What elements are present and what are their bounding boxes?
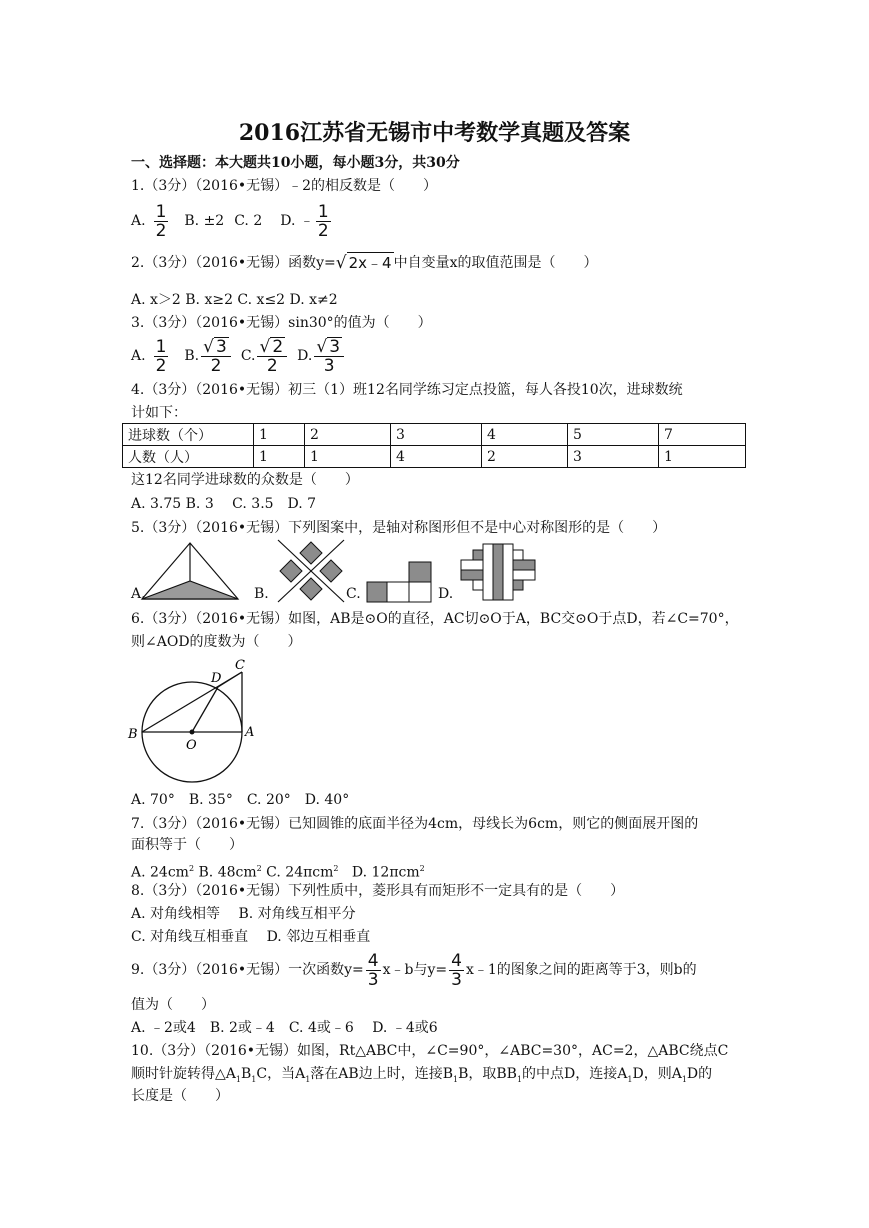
figure-d-cross-pattern: [457, 542, 541, 602]
figure-a-triangle: [140, 541, 240, 603]
question-7-stem-line1: 7.（3分）（2016•无锡）已知圆锥的底面半径为4cm，母线长为6cm，则它的侧面展开图的: [131, 816, 699, 832]
question-4-question: 这12名同学进球数的众数是（ ）: [131, 472, 359, 488]
option-a-fraction: $\frac{1}{2}$: [155, 201, 167, 241]
question-7-options: A. $24cm^2$ B. $48cm^2$ C. 24πcm$^2$ D. 12πcm$^2$: [131, 864, 425, 881]
question-8-options-line2: C. 对角线互相垂直 D. 邻边互相垂直: [131, 929, 371, 945]
radicand: 2x﹣4: [348, 254, 392, 272]
figure-b-diamonds: [274, 538, 348, 604]
circle-tangent-diagram: [126, 652, 266, 784]
option-b-fraction: $\frac{√ 3}{2}$: [201, 337, 231, 375]
point-o-label: O: [186, 738, 197, 753]
option-d-label: D. ﹣: [280, 213, 314, 229]
section-heading: 一、选择题：本大题共10小题，每小题3分，共30分: [131, 155, 460, 171]
option-b: B. ±2: [184, 213, 225, 229]
question-3-stem: 3.（3分）（2016•无锡）sin30°的值为（ ）: [131, 315, 432, 331]
question-4-stem-line2: 计如下：: [131, 405, 187, 421]
fraction-4-3: $\frac{4}{3}$: [367, 950, 379, 990]
data-table: [122, 423, 746, 468]
option-a-label: A.: [131, 586, 146, 602]
question-4-stem-line1: 4.（3分）（2016•无锡）初三（1）班12名同学练习定点投篮，每人各投10次，进球数统: [131, 382, 683, 398]
table-row: 进球数（个） 1 2 3 4 5 7: [123, 424, 746, 446]
question-9-stem-line2: 值为（ ）: [131, 997, 215, 1013]
question-10-line3: 长度是（ ）: [131, 1088, 229, 1104]
question-9-stem: 9.（3分）（2016•无锡）一次函数y= $\frac{4}{3}$ x﹣b与y= $\frac{4}{3}$ x﹣1的图象之间的距离等于3，则b的: [131, 950, 697, 990]
option-a-label: A.: [131, 213, 146, 229]
question-6-options: A. 70° B. 35° C. 20° D. 40°: [131, 792, 350, 808]
question-1-options: [131, 200, 333, 242]
option-c-label: C.: [346, 586, 361, 602]
point-d-label: D: [211, 671, 222, 686]
fraction-4-3: $\frac{4}{3}$: [451, 950, 462, 990]
question-2-stem: 2.（3分）（2016•无锡）函数y= √ 2x﹣4 中自变量x的取值范围是（ ）: [131, 252, 598, 273]
question-9-options: A. ﹣2或4 B. 2或﹣4 C. 4或﹣6 D. ﹣4或6: [131, 1020, 438, 1036]
question-10-line1: 10.（3分）（2016•无锡）如图，Rt△ABC中，∠C=90°，∠ABC=30°，AC=2，△ABC绕点C: [131, 1043, 729, 1059]
page-title: 2016江苏省无锡市中考数学真题及答案: [238, 120, 631, 146]
question-2-options: A. x＞2 B. x≥2 C. x≤2 D. x≠2: [131, 292, 338, 308]
option-a-fraction: $\frac{1}{2}$: [155, 336, 167, 376]
question-4-options: A. 3.75 B. 3 C. 3.5 D. 7: [131, 496, 317, 512]
figure-c-squares: [366, 560, 434, 604]
option-c-fraction: $\frac{√ 2}{2}$: [257, 337, 287, 375]
option-d-label: D.: [438, 586, 454, 602]
question-1-stem: 1.（3分）（2016•无锡）﹣2的相反数是（ ）: [131, 178, 438, 194]
radical-sign: √: [335, 252, 347, 273]
option-d-fraction: $\frac{√ 3}{3}$: [314, 337, 344, 375]
question-8-stem: 8.（3分）（2016•无锡）下列性质中，菱形具有而矩形不一定具有的是（ ）: [131, 883, 625, 899]
point-c-label: C: [235, 658, 245, 673]
option-c: C. 2: [234, 213, 263, 229]
option-d-fraction: $\frac{1}{2}$: [317, 201, 329, 241]
option-b-label: B.: [254, 586, 269, 602]
question-6-stem-line1: 6.（3分）（2016•无锡）如图，AB是⊙O的直径，AC切⊙O于A，BC交⊙O于点D，若∠C=70°，: [131, 611, 739, 627]
question-7-stem-line2: 面积等于（ ）: [131, 837, 243, 853]
point-a-label: A: [245, 725, 255, 740]
table-row: 人数（人） 1 1 4 2 3 1: [123, 446, 746, 468]
question-8-options-line1: A. 对角线相等 B. 对角线互相平分: [131, 906, 356, 922]
question-10-line2: 顺时针旋转得$\triangle A_1B_1C$，当$A_1$落在AB边上时，连接$B_1B$，取$BB_1$的中点D，连接$A_1D$，则$A_1D$的: [131, 1066, 713, 1084]
question-5-stem: 5.（3分）（2016•无锡）下列图案中，是轴对称图形但不是中心对称图形的是（ ）: [131, 520, 667, 536]
question-6-stem-line2: 则∠AOD的度数为（ ）: [131, 634, 302, 650]
question-3-options: A. $\frac{1}{2}$ B. $\frac{√ 3}{2}$ C. $\frac{√ 2}{2}$ D. $\frac{√ 3}{3}$: [131, 334, 346, 378]
point-b-label: B: [128, 727, 138, 742]
